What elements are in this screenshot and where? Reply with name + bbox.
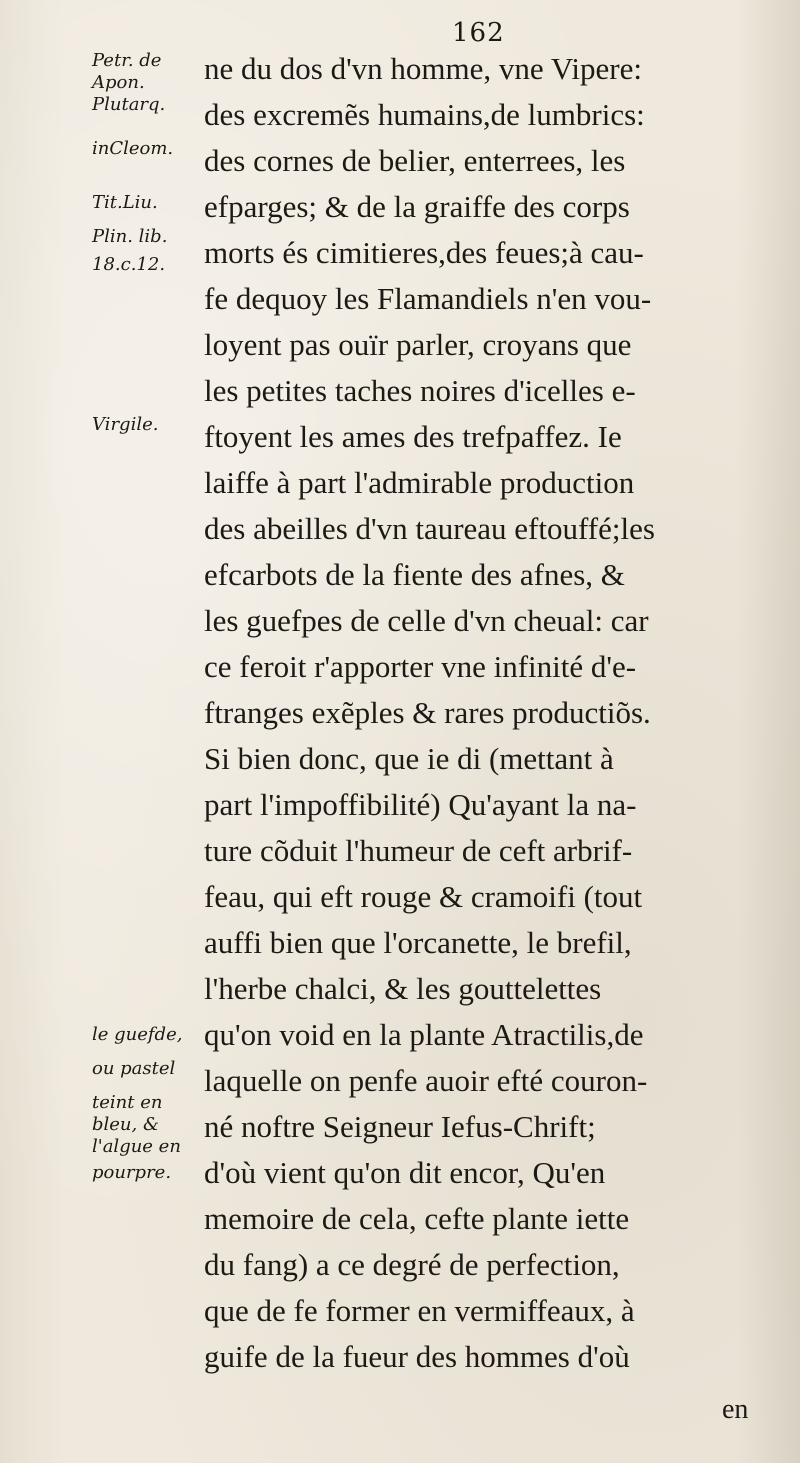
text-line: des abeilles d'vn taureau eftouffé;les: [204, 511, 655, 546]
text-line: des cornes de belier, enterrees, les: [204, 143, 626, 178]
margin-note: inCleom.: [92, 138, 174, 159]
text-line: ture cõduit l'humeur de ceft arbrif-: [204, 833, 633, 868]
text-line: efparges; & de la graiffe des corps: [204, 189, 630, 224]
text-line: que de fe former en vermiffeaux, à: [204, 1293, 635, 1328]
text-line: auffi bien que l'orcanette, le brefil,: [204, 925, 632, 960]
text-line: morts és cimitieres,des feues;à cau-: [204, 235, 644, 270]
margin-note: bleu, &: [92, 1114, 159, 1135]
text-line: né noftre Seigneur Iefus-Chrift;: [204, 1109, 596, 1144]
text-line: loyent pas ouïr parler, croyans que: [204, 327, 632, 362]
text-line: memoire de cela, cefte plante iette: [204, 1201, 630, 1236]
text-line: qu'on void en la plante Atractilis,de: [204, 1017, 644, 1052]
text-line: ce feroit r'apporter vne infinité d'e-: [204, 649, 637, 684]
text-line: du fang) a ce degré de perfection,: [204, 1247, 620, 1282]
margin-note: teint en: [92, 1092, 163, 1113]
text-line: Si bien donc, que ie di (mettant à: [204, 741, 614, 776]
margin-note: Apon.: [92, 72, 145, 93]
text-line: laiffe à part l'admirable production: [204, 465, 635, 500]
text-line: ftoyent les ames des trefpaffez. Ie: [204, 419, 622, 454]
text-line: les guefpes de celle d'vn cheual: car: [204, 603, 649, 638]
text-line: d'où vient qu'on dit encor, Qu'en: [204, 1155, 606, 1190]
margin-note: Virgile.: [92, 414, 159, 435]
catchword: en: [722, 1394, 749, 1425]
margin-note: Petr. de: [92, 50, 162, 71]
text-line: les petites taches noires d'icelles e-: [204, 373, 636, 408]
margin-note: le guefde,: [92, 1024, 183, 1045]
text-line: fe dequoy les Flamandiels n'en vou-: [204, 281, 652, 316]
margin-note: Plin. lib.: [92, 226, 168, 247]
page-number: 162: [452, 18, 505, 48]
text-line: laquelle on penfe auoir efté couron-: [204, 1063, 648, 1098]
text-line: efcarbots de la fiente des afnes, &: [204, 557, 625, 592]
text-line: feau, qui eft rouge & cramoifi (tout: [204, 879, 643, 914]
margin-note: l'algue en: [92, 1136, 181, 1157]
margin-note: ou pastel: [92, 1058, 176, 1079]
text-line: guife de la fueur des hommes d'où: [204, 1339, 630, 1374]
text-line: part l'impoffibilité) Qu'ayant la na-: [204, 787, 637, 822]
text-line: des excremẽs humains,de lumbrics:: [204, 97, 645, 132]
text-line: ftranges exẽples & rares productiõs.: [204, 695, 651, 730]
text-line: ne du dos d'vn homme, vne Vipere:: [204, 51, 642, 86]
margin-note: Tit.Liu.: [92, 192, 158, 213]
margin-note: 18.c.12.: [92, 254, 166, 275]
margin-note: Plutarq.: [92, 94, 166, 115]
text-line: l'herbe chalci, & les gouttelettes: [204, 971, 602, 1006]
margin-note: pourpre.: [92, 1162, 172, 1183]
